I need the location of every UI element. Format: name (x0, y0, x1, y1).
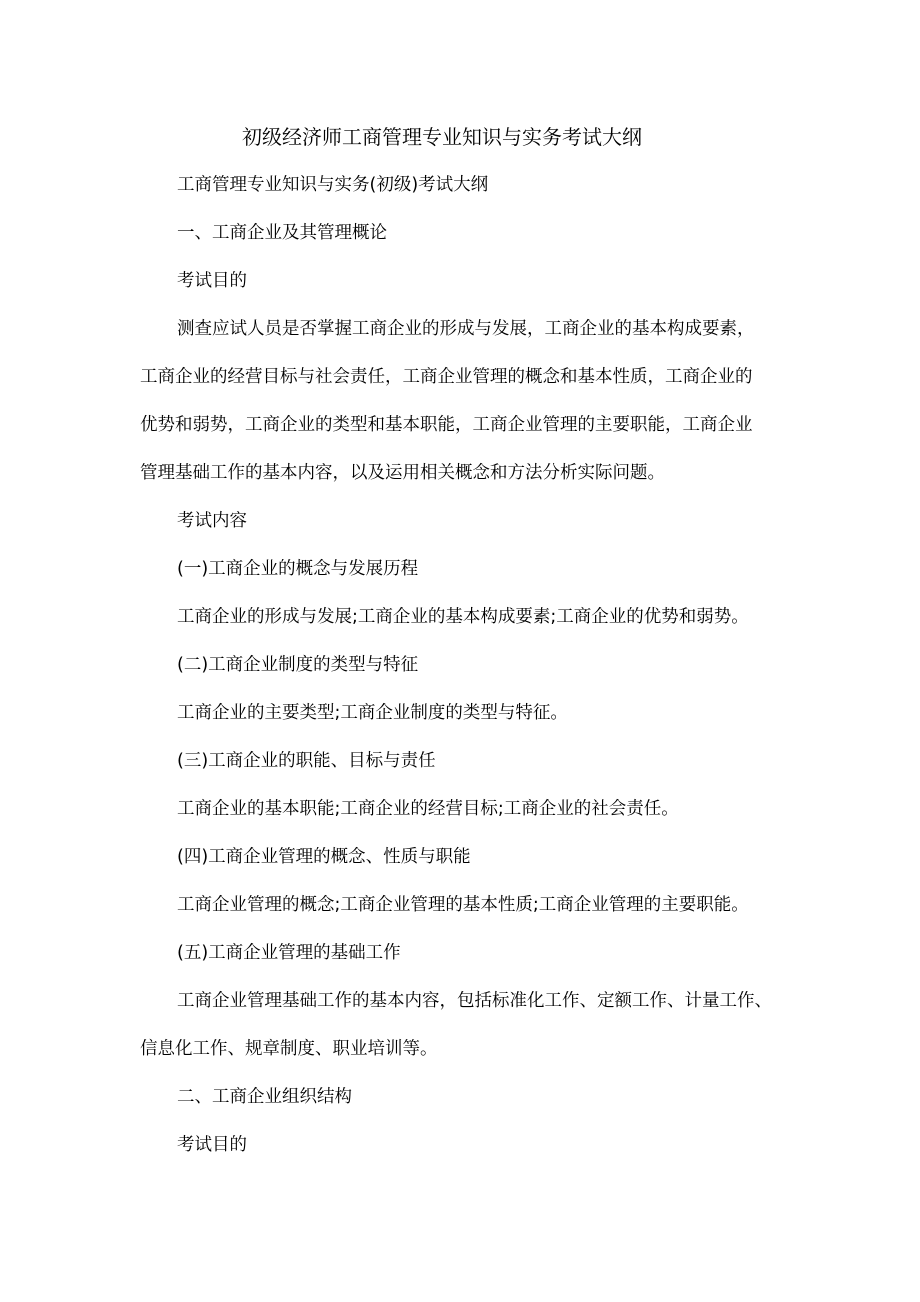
item-heading: (五)工商企业管理的基础工作 (177, 943, 401, 963)
item-body: 工商企业的基本职能;工商企业的经营目标;工商企业的社会责任。 (177, 799, 679, 819)
item-heading: (四)工商企业管理的概念、性质与职能 (177, 847, 471, 867)
item-body: 工商企业的形成与发展;工商企业的基本构成要素;工商企业的优势和弱势。 (177, 607, 749, 627)
item-body-line: 信息化工作、规章制度、职业培训等。 (140, 1039, 438, 1059)
section-2-heading: 二、工商企业组织结构 (177, 1087, 352, 1107)
purpose-paragraph-line: 管理基础工作的基本内容，以及运用相关概念和方法分析实际问题。 (140, 463, 665, 483)
item-heading: (一)工商企业的概念与发展历程 (177, 559, 419, 579)
item-body: 工商企业的主要类型;工商企业制度的类型与特征。 (177, 703, 568, 723)
purpose-paragraph-line: 测查应试人员是否掌握工商企业的形成与发展，工商企业的基本构成要素， (177, 319, 755, 339)
purpose-paragraph-line: 优势和弱势，工商企业的类型和基本职能，工商企业管理的主要职能，工商企业 (140, 415, 753, 435)
item-body: 工商企业管理的概念;工商企业管理的基本性质;工商企业管理的主要职能。 (177, 895, 749, 915)
section-2-purpose-label: 考试目的 (177, 1135, 247, 1155)
purpose-paragraph-line: 工商企业的经营目标与社会责任，工商企业管理的概念和基本性质，工商企业的 (140, 367, 753, 387)
section-1-content-label: 考试内容 (177, 511, 247, 531)
section-1-heading: 一、工商企业及其管理概论 (177, 223, 387, 243)
document-title: 初级经济师工商管理专业知识与实务考试大纲 (242, 125, 642, 149)
item-body-line: 工商企业管理基础工作的基本内容，包括标准化工作、定额工作、计量工作、 (177, 991, 772, 1011)
section-1-purpose-label: 考试目的 (177, 271, 247, 291)
document-subtitle: 工商管理专业知识与实务(初级)考试大纲 (177, 175, 489, 195)
item-heading: (三)工商企业的职能、目标与责任 (177, 751, 436, 771)
item-heading: (二)工商企业制度的类型与特征 (177, 655, 419, 675)
